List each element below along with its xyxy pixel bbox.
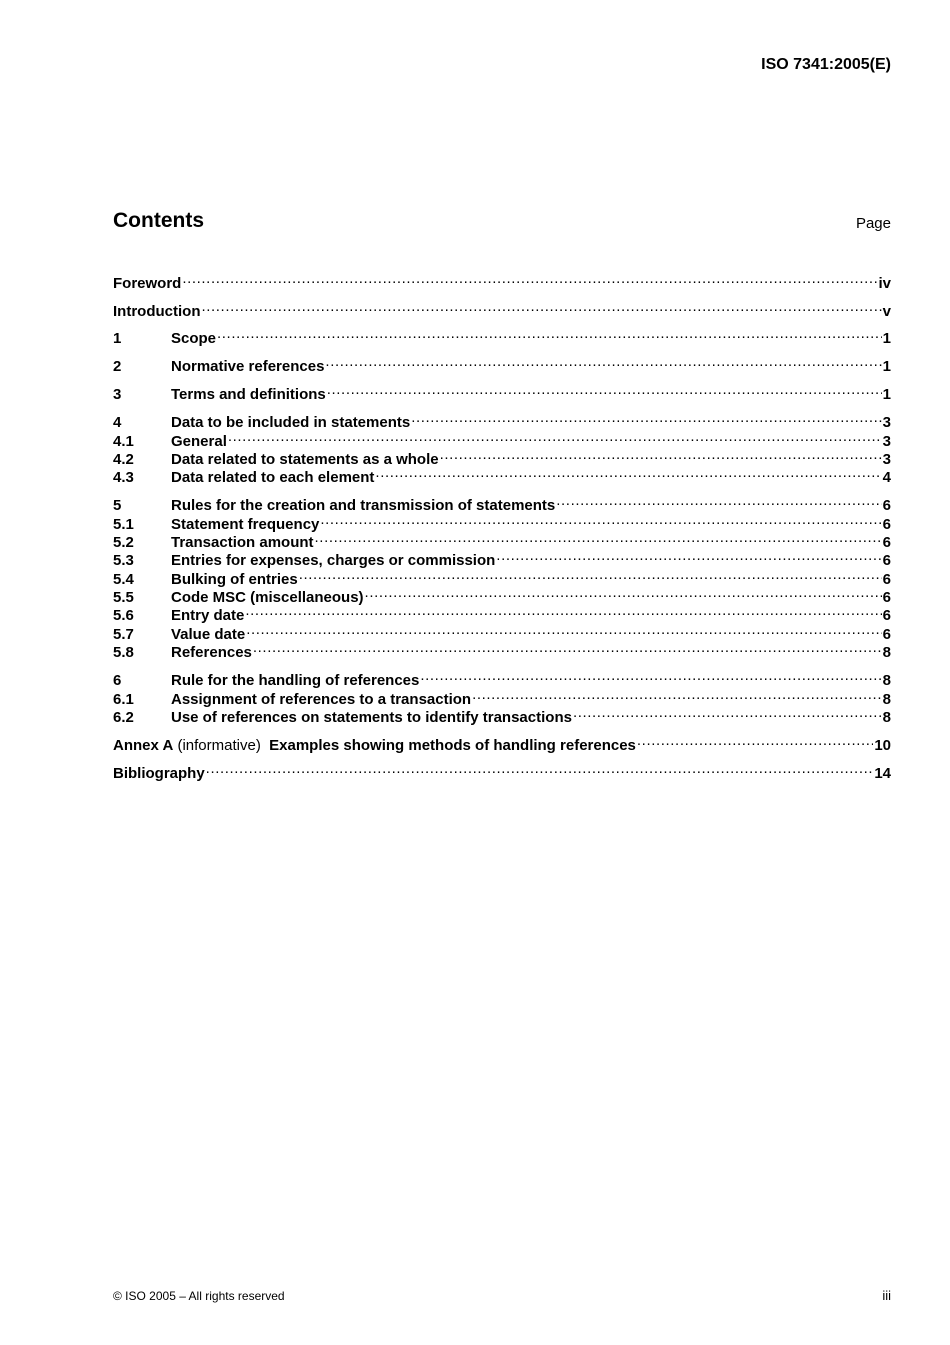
- toc-entry-title-text: Normative references: [171, 358, 325, 375]
- toc-entry-number: 5.5: [113, 589, 134, 606]
- toc-dot-leader: [299, 566, 882, 584]
- toc-entry-page: 14: [874, 765, 891, 782]
- toc-entry-title: [171, 469, 374, 487]
- toc-entry-number: 5.6: [113, 607, 134, 624]
- toc-entry-number: 4.2: [113, 451, 134, 468]
- toc-entry-page: 6: [882, 626, 891, 643]
- toc-entry[interactable]: [113, 547, 891, 569]
- toc-dot-leader: [253, 639, 882, 657]
- toc-entry-number: 5: [113, 497, 122, 514]
- toc-entry-title-text: Foreword: [113, 275, 182, 292]
- toc-entry[interactable]: [113, 492, 891, 514]
- toc-entry-number: 4.3: [113, 469, 134, 486]
- toc-entry-title-text: Data to be included in statements: [171, 414, 411, 431]
- toc-dot-leader: [228, 428, 882, 446]
- toc-dot-leader: [320, 511, 881, 529]
- toc-entry[interactable]: [113, 409, 891, 431]
- toc-dot-leader: [375, 464, 881, 482]
- toc-entry-title-text: Entry date: [171, 607, 245, 624]
- toc-entry-title: [113, 737, 636, 755]
- toc-entry-number: 4: [113, 414, 122, 431]
- toc-entry-title-text: Entries for expenses, charges or commission: [171, 552, 496, 569]
- toc-entry[interactable]: [113, 325, 891, 347]
- toc-entry-title-text: Terms and definitions: [171, 386, 326, 403]
- toc-entry-title-text: Value date: [171, 626, 246, 643]
- toc-dot-leader: [496, 547, 881, 565]
- toc-entry[interactable]: [113, 464, 891, 486]
- toc-entry-title: [171, 330, 216, 348]
- toc-entry-title-text: General: [171, 433, 227, 450]
- toc-entry-title-text: Bulking of entries: [171, 571, 298, 588]
- toc-entry[interactable]: [113, 732, 891, 754]
- document-id: ISO 7341:2005(E): [761, 56, 891, 73]
- toc-entry-number: 5.2: [113, 534, 134, 551]
- toc-entry-title-text: References: [171, 644, 252, 661]
- toc-entry-title: [113, 303, 200, 321]
- toc-entry[interactable]: [113, 667, 891, 689]
- toc-entry-page: 8: [882, 709, 891, 726]
- toc-dot-leader: [420, 667, 881, 685]
- contents-title: Contents: [113, 209, 204, 232]
- toc-entry-title: [171, 358, 324, 376]
- toc-dot-leader: [573, 704, 882, 722]
- toc-entry-number: 3: [113, 386, 122, 403]
- toc-entry-page: 8: [882, 672, 891, 689]
- toc-entry-title-text: Annex A: [113, 737, 174, 754]
- footer-copyright: © ISO 2005 – All rights reserved: [113, 1289, 285, 1303]
- toc-dot-leader: [325, 353, 881, 371]
- toc-entry[interactable]: [113, 760, 891, 782]
- page-column-label: Page: [855, 215, 891, 232]
- toc-entry-title: [171, 709, 572, 727]
- toc-entry-page: 6: [882, 552, 891, 569]
- toc-entry-page: iv: [878, 275, 891, 292]
- toc-entry[interactable]: [113, 566, 891, 588]
- toc-entry-title-text: Transaction amount: [171, 534, 314, 551]
- toc-entry-page: 6: [882, 607, 891, 624]
- toc-entry[interactable]: [113, 511, 891, 533]
- toc-entry-title-text: Code MSC (miscellaneous): [171, 589, 364, 606]
- toc-entry[interactable]: [113, 686, 891, 708]
- toc-entry[interactable]: [113, 639, 891, 661]
- toc-dot-leader: [201, 298, 881, 316]
- toc-entry-page: 1: [882, 358, 891, 375]
- toc-entry[interactable]: [113, 529, 891, 551]
- toc-entry-number: 6.1: [113, 691, 134, 708]
- toc-entry[interactable]: [113, 353, 891, 375]
- toc-dot-leader: [246, 621, 881, 639]
- toc-dot-leader: [182, 270, 877, 288]
- toc-dot-leader: [411, 409, 881, 427]
- toc-entry-title-text: Data related to statements as a whole: [171, 451, 439, 468]
- toc-dot-leader: [365, 584, 882, 602]
- toc-entry-title-text: Assignment of references to a transaction: [171, 691, 472, 708]
- toc-entry[interactable]: [113, 602, 891, 624]
- toc-entry-title-text: Bibliography: [113, 765, 205, 782]
- toc-entry-number: 2: [113, 358, 122, 375]
- toc-entry-title-text: Rules for the creation and transmission of statements: [171, 497, 556, 514]
- toc-dot-leader: [206, 760, 874, 778]
- toc-dot-leader: [556, 492, 881, 510]
- toc-entry-page: 3: [882, 414, 891, 431]
- toc-entry-title: [171, 644, 252, 662]
- toc-dot-leader: [440, 446, 882, 464]
- toc-entry-number: 5.3: [113, 552, 134, 569]
- toc-entry-number: 5.1: [113, 516, 134, 533]
- toc-entry-page: 3: [882, 433, 891, 450]
- toc-entry-title: [171, 386, 326, 404]
- toc-entry-number: 5.7: [113, 626, 134, 643]
- toc-entry-page: 10: [874, 737, 891, 754]
- toc-entry-title-text: Rule for the handling of references: [171, 672, 420, 689]
- toc-entry-page: 1: [882, 330, 891, 347]
- toc-dot-leader: [315, 529, 882, 547]
- toc-entry[interactable]: [113, 270, 891, 292]
- toc-entry-page: 1: [882, 386, 891, 403]
- toc-entry-number: 5.4: [113, 571, 134, 588]
- toc-entry-number: 1: [113, 330, 122, 347]
- toc-entry-page: 8: [882, 644, 891, 661]
- footer-page-number: iii: [882, 1288, 891, 1303]
- toc-entry-title-text: Scope: [171, 330, 217, 347]
- toc-entry-annex-type: (informative): [173, 737, 270, 754]
- toc-entry-page: 6: [882, 497, 891, 514]
- toc-entry[interactable]: [113, 704, 891, 726]
- toc-entry[interactable]: [113, 428, 891, 450]
- toc-entry[interactable]: [113, 446, 891, 468]
- toc-entry-number: 6.2: [113, 709, 134, 726]
- toc-dot-leader: [245, 602, 881, 620]
- toc-entry-page: 6: [882, 516, 891, 533]
- toc-entry-page: v: [882, 303, 891, 320]
- toc-dot-leader: [472, 686, 882, 704]
- toc-entry[interactable]: [113, 381, 891, 403]
- toc-entry-page: 6: [882, 589, 891, 606]
- toc-entry-page: 4: [882, 469, 891, 486]
- toc-entry[interactable]: [113, 584, 891, 606]
- toc-entry[interactable]: [113, 298, 891, 320]
- toc-entry-title: [113, 765, 205, 783]
- toc-entry-title-text: Statement frequency: [171, 516, 320, 533]
- toc-entry-title-text: Introduction: [113, 303, 201, 320]
- toc-dot-leader: [637, 732, 873, 750]
- toc-entry-number: 4.1: [113, 433, 134, 450]
- toc-entry-page: 6: [882, 571, 891, 588]
- toc-entry-title-text: Use of references on statements to identify transactions: [171, 709, 572, 726]
- toc-entry-title: [113, 275, 181, 293]
- toc-dot-leader: [327, 381, 882, 399]
- toc-entry[interactable]: [113, 621, 891, 643]
- toc-entry-page: 8: [882, 691, 891, 708]
- toc-entry-annex-title: Examples showing methods of handling references: [269, 737, 636, 754]
- toc-entry-number: 6: [113, 672, 122, 689]
- toc-entry-page: 3: [882, 451, 891, 468]
- toc-entry-page: 6: [882, 534, 891, 551]
- toc-entry-number: 5.8: [113, 644, 134, 661]
- toc-dot-leader: [217, 325, 882, 343]
- toc-entry-title-text: Data related to each element: [171, 469, 375, 486]
